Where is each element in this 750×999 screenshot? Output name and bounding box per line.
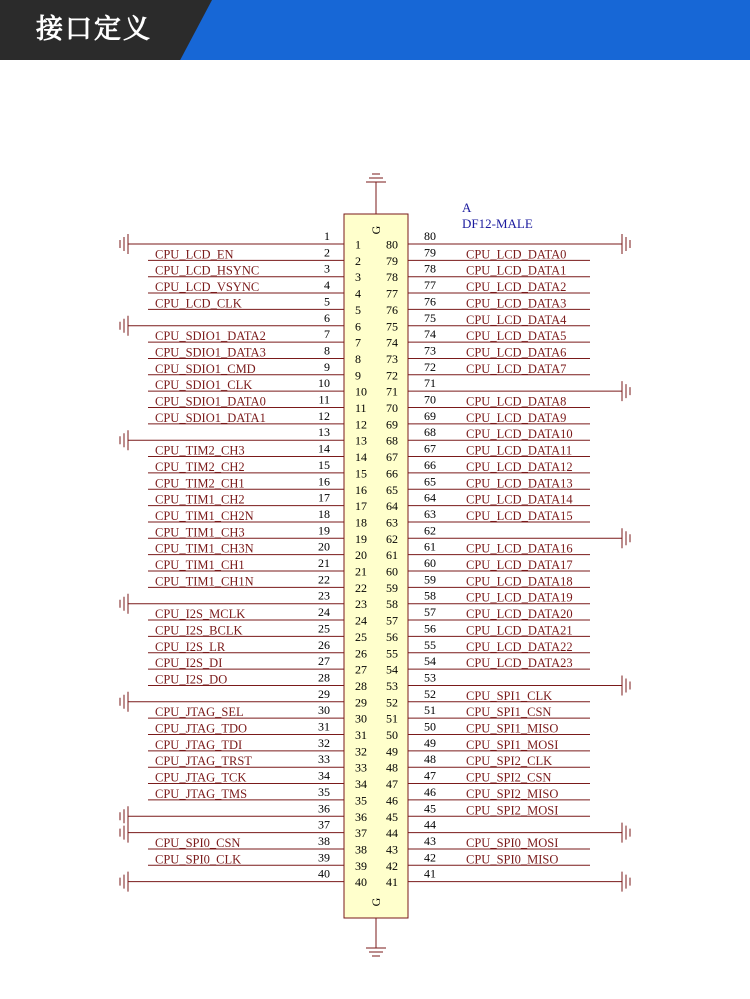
body-pin-number: 52 — [386, 695, 398, 710]
body-pin-number: 45 — [386, 809, 398, 824]
signal-label: CPU_LCD_DATA5 — [466, 329, 567, 344]
body-pin-number: 76 — [386, 302, 398, 317]
connector-body — [344, 214, 408, 918]
pin-number: 56 — [424, 621, 436, 636]
pin-number: 18 — [318, 506, 330, 521]
body-pin-number: 38 — [355, 842, 367, 857]
pin-number: 34 — [318, 768, 330, 783]
signal-label: CPU_I2S_LR — [155, 639, 226, 654]
signal-label: CPU_LCD_DATA20 — [466, 607, 573, 622]
signal-label: CPU_TIM1_CH2N — [155, 508, 254, 523]
signal-label: CPU_JTAG_TDO — [155, 721, 248, 736]
ground-pin-label-top: G — [369, 225, 383, 235]
body-pin-number: 28 — [355, 678, 367, 693]
ground-icon-bottom — [366, 918, 386, 956]
pin-number: 74 — [424, 327, 436, 342]
body-pin-number: 57 — [386, 613, 398, 628]
pin-number: 59 — [424, 572, 436, 587]
pin-number: 23 — [318, 588, 330, 603]
signal-label: CPU_TIM2_CH3 — [155, 443, 245, 458]
signal-label: CPU_SPI2_CSN — [466, 770, 552, 785]
pin-number: 40 — [318, 866, 330, 881]
signal-label: CPU_LCD_DATA2 — [466, 280, 567, 295]
body-pin-number: 43 — [386, 842, 398, 857]
component-designator: A — [462, 200, 472, 215]
pin-number: 55 — [424, 637, 436, 652]
pin-number: 72 — [424, 359, 436, 374]
body-pin-number: 50 — [386, 728, 398, 742]
signal-label: CPU_SDIO1_DATA1 — [155, 410, 266, 425]
ground-icon — [120, 692, 128, 712]
body-pin-number: 80 — [386, 237, 398, 252]
ground-icon — [622, 381, 630, 401]
ground-icon — [120, 594, 128, 614]
pin-number: 5 — [324, 294, 330, 309]
body-pin-number: 12 — [355, 417, 367, 432]
pin-number: 66 — [424, 457, 436, 472]
pin-number: 44 — [424, 817, 436, 832]
body-pin-number: 44 — [386, 826, 398, 841]
body-pin-number: 72 — [386, 368, 398, 383]
body-pin-number: 5 — [355, 302, 361, 317]
signal-label: CPU_SDIO1_DATA3 — [155, 345, 266, 360]
pin-number: 16 — [318, 474, 330, 489]
body-pin-number: 8 — [355, 351, 361, 366]
body-pin-number: 22 — [355, 580, 367, 595]
pin-row-28 — [148, 670, 367, 693]
body-pin-number: 20 — [355, 548, 367, 563]
pin-number: 17 — [318, 490, 330, 505]
signal-label: CPU_SDIO1_DATA0 — [155, 394, 266, 409]
body-pin-number: 77 — [386, 286, 398, 301]
body-pin-number: 62 — [386, 531, 398, 546]
body-pin-number: 25 — [355, 629, 367, 644]
pin-number: 13 — [318, 425, 330, 440]
pin-number: 53 — [424, 670, 436, 685]
signal-label: CPU_LCD_DATA19 — [466, 590, 573, 605]
body-pin-number: 35 — [355, 793, 367, 808]
body-pin-number: 29 — [355, 695, 367, 710]
pin-number: 6 — [324, 310, 330, 325]
body-pin-number: 71 — [386, 384, 398, 399]
body-pin-number: 7 — [355, 335, 361, 350]
body-pin-number: 59 — [386, 580, 398, 595]
pin-number: 1 — [324, 229, 330, 243]
body-pin-number: 30 — [355, 711, 367, 726]
pin-number: 2 — [324, 245, 330, 260]
pin-number: 19 — [318, 523, 330, 538]
signal-label: CPU_SPI0_MOSI — [466, 835, 559, 850]
pin-number: 61 — [424, 539, 436, 554]
pin-number: 12 — [318, 408, 330, 423]
body-pin-number: 56 — [386, 629, 398, 644]
signal-label: CPU_TIM2_CH1 — [155, 476, 245, 491]
pin-number: 31 — [318, 719, 330, 734]
pin-number: 63 — [424, 506, 436, 521]
pin-number: 39 — [318, 850, 330, 865]
signal-label: CPU_I2S_BCLK — [155, 623, 243, 638]
body-pin-number: 79 — [386, 253, 398, 268]
pin-row-63 — [386, 507, 590, 530]
body-pin-number: 4 — [355, 286, 361, 301]
pin-row-45 — [386, 801, 590, 824]
body-pin-number: 13 — [355, 433, 367, 448]
signal-label: CPU_LCD_DATA9 — [466, 410, 567, 425]
pin-number: 24 — [318, 605, 330, 620]
pin-number: 58 — [424, 588, 436, 603]
pin-row-54 — [386, 654, 590, 677]
pin-number: 65 — [424, 474, 436, 489]
body-pin-number: 41 — [386, 875, 398, 890]
pin-number: 11 — [318, 392, 330, 407]
pin-number: 43 — [424, 833, 436, 848]
signal-label: CPU_SPI0_MISO — [466, 852, 559, 867]
pin-number: 49 — [424, 735, 436, 750]
body-pin-number: 26 — [355, 646, 367, 661]
body-pin-number: 55 — [386, 646, 398, 661]
signal-label: CPU_LCD_DATA12 — [466, 459, 573, 474]
pin-number: 54 — [424, 654, 436, 669]
body-pin-number: 32 — [355, 744, 367, 759]
signal-label: CPU_LCD_DATA18 — [466, 574, 573, 589]
pin-number: 77 — [424, 278, 436, 293]
pin-number: 4 — [324, 278, 330, 293]
signal-label: CPU_SPI0_CLK — [155, 852, 242, 867]
pin-number: 45 — [424, 801, 436, 816]
pin-number: 67 — [424, 441, 436, 456]
pin-number: 7 — [324, 327, 330, 342]
body-pin-number: 36 — [355, 809, 367, 824]
pin-number: 68 — [424, 425, 436, 440]
pin-row-40 — [120, 867, 367, 892]
body-pin-number: 63 — [386, 515, 398, 530]
signal-label: CPU_LCD_DATA23 — [466, 656, 573, 671]
ground-pin-label-bottom: G — [369, 897, 383, 907]
body-pin-number: 78 — [386, 270, 398, 285]
body-pin-number: 24 — [355, 613, 367, 628]
ground-icon — [120, 316, 128, 336]
pin-number: 36 — [318, 801, 330, 816]
ground-icon — [622, 823, 630, 843]
body-pin-number: 15 — [355, 466, 367, 481]
body-pin-number: 64 — [386, 499, 398, 514]
pin-row-22 — [148, 572, 367, 595]
ground-icon — [622, 234, 630, 254]
pin-row-72 — [386, 360, 590, 383]
signal-label: CPU_LCD_EN — [155, 247, 234, 262]
pin-number: 27 — [318, 654, 330, 669]
signal-label: CPU_SDIO1_DATA2 — [155, 329, 266, 344]
body-pin-number: 17 — [355, 499, 367, 514]
pin-number: 75 — [424, 310, 436, 325]
pin-number: 28 — [318, 670, 330, 685]
body-pin-number: 68 — [386, 433, 398, 448]
body-pin-number: 69 — [386, 417, 398, 432]
body-pin-number: 74 — [386, 335, 398, 350]
signal-label: CPU_JTAG_TDI — [155, 737, 243, 752]
signal-label: CPU_SDIO1_CMD — [155, 361, 256, 376]
body-pin-number: 73 — [386, 351, 398, 366]
pin-number: 33 — [318, 752, 330, 767]
ground-icon-top — [366, 174, 386, 214]
pin-number: 25 — [318, 621, 330, 636]
pin-number: 70 — [424, 392, 436, 407]
signal-label: CPU_LCD_DATA15 — [466, 508, 573, 523]
pin-number: 32 — [318, 735, 330, 750]
body-pin-number: 66 — [386, 466, 398, 481]
signal-label: CPU_LCD_DATA8 — [466, 394, 567, 409]
body-pin-number: 9 — [355, 368, 361, 383]
body-pin-number: 67 — [386, 450, 398, 465]
pin-number: 64 — [424, 490, 436, 505]
body-pin-number: 14 — [355, 450, 367, 465]
body-pin-number: 49 — [386, 744, 398, 759]
body-pin-number: 39 — [355, 858, 367, 873]
signal-label: CPU_SPI1_MISO — [466, 721, 559, 736]
body-pin-number: 27 — [355, 662, 367, 677]
ground-icon — [120, 234, 128, 254]
body-pin-number: 31 — [355, 728, 367, 742]
body-pin-number: 46 — [386, 793, 398, 808]
signal-label: CPU_SPI2_CLK — [466, 754, 553, 769]
body-pin-number: 53 — [386, 678, 398, 693]
ground-icon — [622, 675, 630, 695]
body-pin-number: 51 — [386, 711, 398, 726]
signal-label: CPU_TIM1_CH1 — [155, 558, 245, 572]
body-pin-number: 70 — [386, 401, 398, 415]
signal-label: CPU_LCD_DATA13 — [466, 476, 573, 491]
pin-row-41 — [386, 867, 630, 892]
pin-number: 76 — [424, 294, 436, 309]
signal-label: CPU_LCD_DATA16 — [466, 541, 573, 556]
body-pin-number: 23 — [355, 597, 367, 612]
signal-label: CPU_LCD_VSYNC — [155, 280, 260, 295]
body-pin-number: 65 — [386, 482, 398, 497]
ground-icon — [120, 430, 128, 450]
signal-label: CPU_I2S_DI — [155, 656, 223, 671]
pin-number: 73 — [424, 343, 436, 358]
pin-number: 15 — [318, 457, 330, 472]
signal-label: CPU_JTAG_SEL — [155, 705, 244, 720]
signal-label: CPU_LCD_DATA1 — [466, 263, 567, 278]
body-pin-number: 40 — [355, 875, 367, 890]
signal-label: CPU_LCD_DATA7 — [466, 361, 567, 376]
pin-number: 79 — [424, 245, 436, 260]
body-pin-number: 6 — [355, 319, 361, 334]
body-pin-number: 19 — [355, 531, 367, 546]
signal-label: CPU_LCD_DATA6 — [466, 345, 567, 360]
ground-icon — [120, 806, 128, 826]
pin-number: 60 — [424, 556, 436, 570]
signal-label: CPU_JTAG_TCK — [155, 770, 247, 785]
signal-label: CPU_SDIO1_CLK — [155, 378, 253, 393]
pin-number: 47 — [424, 768, 436, 783]
pin-number: 37 — [318, 817, 330, 832]
pin-row-39 — [148, 850, 367, 873]
pin-number: 14 — [318, 441, 330, 456]
pin-number: 3 — [324, 261, 330, 276]
pin-number: 78 — [424, 261, 436, 276]
pin-row-12 — [148, 409, 367, 432]
body-pin-number: 75 — [386, 319, 398, 334]
pin-number: 69 — [424, 408, 436, 423]
signal-label: CPU_LCD_DATA3 — [466, 296, 567, 311]
signal-label: CPU_JTAG_TRST — [155, 754, 252, 769]
pin-number: 38 — [318, 833, 330, 848]
signal-label: CPU_LCD_DATA22 — [466, 639, 573, 654]
signal-label: CPU_I2S_MCLK — [155, 607, 246, 622]
signal-label: CPU_LCD_DATA21 — [466, 623, 573, 638]
body-pin-number: 1 — [355, 237, 361, 252]
signal-label: CPU_TIM1_CH3N — [155, 541, 254, 556]
pin-number: 29 — [318, 686, 330, 701]
body-pin-number: 48 — [386, 760, 398, 775]
pin-number: 46 — [424, 784, 436, 799]
left-pin-group — [120, 229, 367, 892]
ground-icon — [120, 823, 128, 843]
ground-icon — [622, 872, 630, 892]
signal-label: CPU_TIM1_CH1N — [155, 574, 254, 589]
ground-icon — [120, 872, 128, 892]
body-pin-number: 37 — [355, 826, 367, 841]
signal-label: CPU_LCD_DATA10 — [466, 427, 573, 442]
pin-number: 30 — [318, 703, 330, 718]
body-pin-number: 11 — [355, 401, 367, 415]
body-pin-number: 10 — [355, 384, 367, 399]
pin-row-42 — [386, 850, 590, 873]
body-pin-number: 60 — [386, 564, 398, 579]
signal-label: CPU_LCD_DATA14 — [466, 492, 573, 507]
body-pin-number: 2 — [355, 253, 361, 268]
signal-label: CPU_LCD_DATA4 — [466, 312, 567, 327]
pin-number: 8 — [324, 343, 330, 358]
pin-number: 20 — [318, 539, 330, 554]
pin-number: 51 — [424, 703, 436, 718]
pin-number: 10 — [318, 376, 330, 391]
pin-number: 42 — [424, 850, 436, 865]
pin-number: 62 — [424, 523, 436, 538]
signal-label: CPU_TIM2_CH2 — [155, 459, 245, 474]
signal-label: CPU_SPI2_MOSI — [466, 803, 559, 818]
pin-number: 26 — [318, 637, 330, 652]
component-part-name: DF12-MALE — [462, 216, 533, 231]
pin-number: 71 — [424, 376, 436, 391]
signal-label: CPU_SPI1_CLK — [466, 688, 553, 703]
body-pin-number: 16 — [355, 482, 367, 497]
signal-label: CPU_SPI1_CSN — [466, 705, 552, 720]
pin-number: 35 — [318, 784, 330, 799]
page-title: 接口定义 — [36, 14, 152, 45]
body-pin-number: 18 — [355, 515, 367, 530]
right-pin-group — [386, 229, 630, 892]
body-pin-number: 3 — [355, 270, 361, 285]
signal-label: CPU_LCD_CLK — [155, 296, 242, 311]
body-pin-number: 61 — [386, 548, 398, 563]
signal-label: CPU_LCD_DATA11 — [466, 443, 573, 458]
signal-label: CPU_LCD_DATA17 — [466, 558, 573, 572]
body-pin-number: 54 — [386, 662, 398, 677]
signal-label: CPU_TIM1_CH2 — [155, 492, 245, 507]
signal-label: CPU_LCD_HSYNC — [155, 263, 260, 278]
pin-number: 9 — [324, 359, 330, 374]
pin-number: 52 — [424, 686, 436, 701]
body-pin-number: 33 — [355, 760, 367, 775]
pin-number: 41 — [424, 866, 436, 881]
body-pin-number: 21 — [355, 564, 367, 579]
body-pin-number: 47 — [386, 777, 398, 792]
pin-number: 22 — [318, 572, 330, 587]
body-pin-number: 58 — [386, 597, 398, 612]
pin-number: 57 — [424, 605, 436, 620]
signal-label: CPU_I2S_DO — [155, 672, 228, 687]
pin-row-35 — [148, 785, 367, 808]
body-pin-number: 42 — [386, 858, 398, 873]
pin-number: 80 — [424, 229, 436, 243]
pin-number: 50 — [424, 719, 436, 734]
signal-label: CPU_SPI1_MOSI — [466, 737, 559, 752]
signal-label: CPU_SPI2_MISO — [466, 786, 559, 801]
signal-label: CPU_JTAG_TMS — [155, 786, 248, 801]
pin-number: 48 — [424, 752, 436, 767]
signal-label: CPU_LCD_DATA0 — [466, 247, 567, 262]
signal-label: CPU_TIM1_CH3 — [155, 525, 245, 540]
ground-icon — [622, 528, 630, 548]
body-pin-number: 34 — [355, 777, 367, 792]
pin-number: 21 — [318, 556, 330, 570]
signal-label: CPU_SPI0_CSN — [155, 835, 241, 850]
